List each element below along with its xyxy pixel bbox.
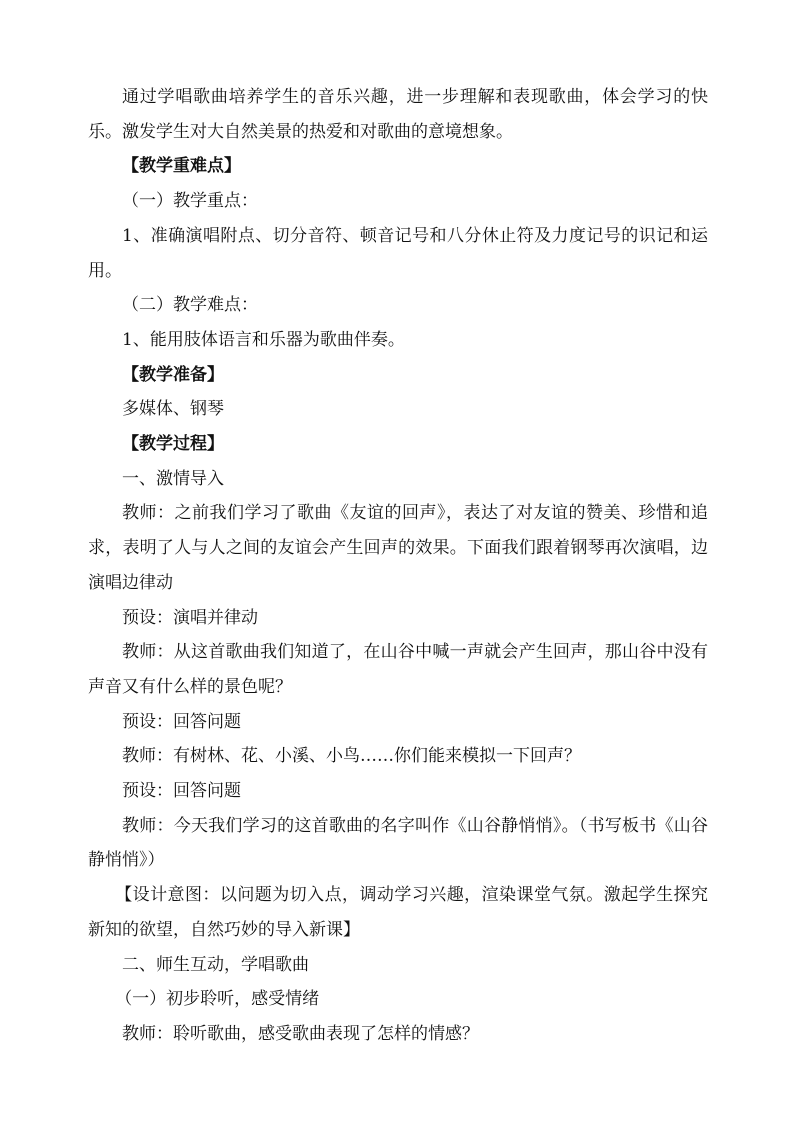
section-interaction: 二、师生互动，学唱歌曲: [122, 954, 309, 975]
document-body: [88, 80, 708, 1052]
subsection-first-listening: （一）初步聆听，感受情绪: [115, 989, 320, 1010]
design-intent: 【设计意图：以问题为切入点，调动学习兴趣，渲染课堂气氛。激起学生探究新知的欲望，自然巧妙的导入新课】: [88, 885, 708, 940]
teacher-line-1: 教师：之前我们学习了歌曲《友谊的回声》，表达了对友谊的赞美、珍惜和追求，表明了人与人之间的友谊会产生回声的效果。下面我们跟着钢琴再次演唱，边演唱边律动: [88, 503, 708, 593]
heading-process: 【教学过程】: [122, 434, 224, 455]
heading-key-points: 【教学重难点】: [122, 156, 241, 177]
teacher-line-3: 教师：有树林、花、小溪、小鸟……你们能来模拟一下回声？: [122, 746, 581, 767]
subheading-teaching-focus: （一）教学重点：: [122, 191, 258, 212]
subheading-teaching-difficulty: （二）教学难点：: [122, 295, 258, 316]
paragraph-difficulty-1: 1、能用肢体语言和乐器为歌曲伴奏。: [122, 329, 405, 350]
paragraph-materials: 多媒体、钢琴: [122, 399, 224, 420]
paragraph-focus-1: 1、准确演唱附点、切分音符、顿音记号和八分休止符及力度记号的识记和运用。: [88, 225, 708, 281]
section-intro: 一、激情导入: [122, 468, 224, 489]
teacher-line-2: 教师：从这首歌曲我们知道了，在山谷中喊一声就会产生回声，那山谷中没有声音又有什么样的景色呢？: [88, 642, 708, 697]
preset-line-1: 预设：演唱并律动: [122, 607, 258, 628]
teacher-line-5: 教师：聆听歌曲，感受歌曲表现了怎样的情感？: [122, 1023, 479, 1044]
teacher-line-4: 教师：今天我们学习的这首歌曲的名字叫作《山谷静悄悄》。（书写板书《山谷静悄悄》）: [88, 815, 708, 871]
paragraph-goal: 通过学唱歌曲培养学生的音乐兴趣，进一步理解和表现歌曲，体会学习的快乐。激发学生对大自然美景的热爱和对歌曲的意境想象。: [88, 87, 708, 142]
preset-line-3: 预设：回答问题: [122, 781, 241, 802]
preset-line-2: 预设：回答问题: [122, 711, 241, 732]
heading-preparation: 【教学准备】: [122, 364, 224, 385]
